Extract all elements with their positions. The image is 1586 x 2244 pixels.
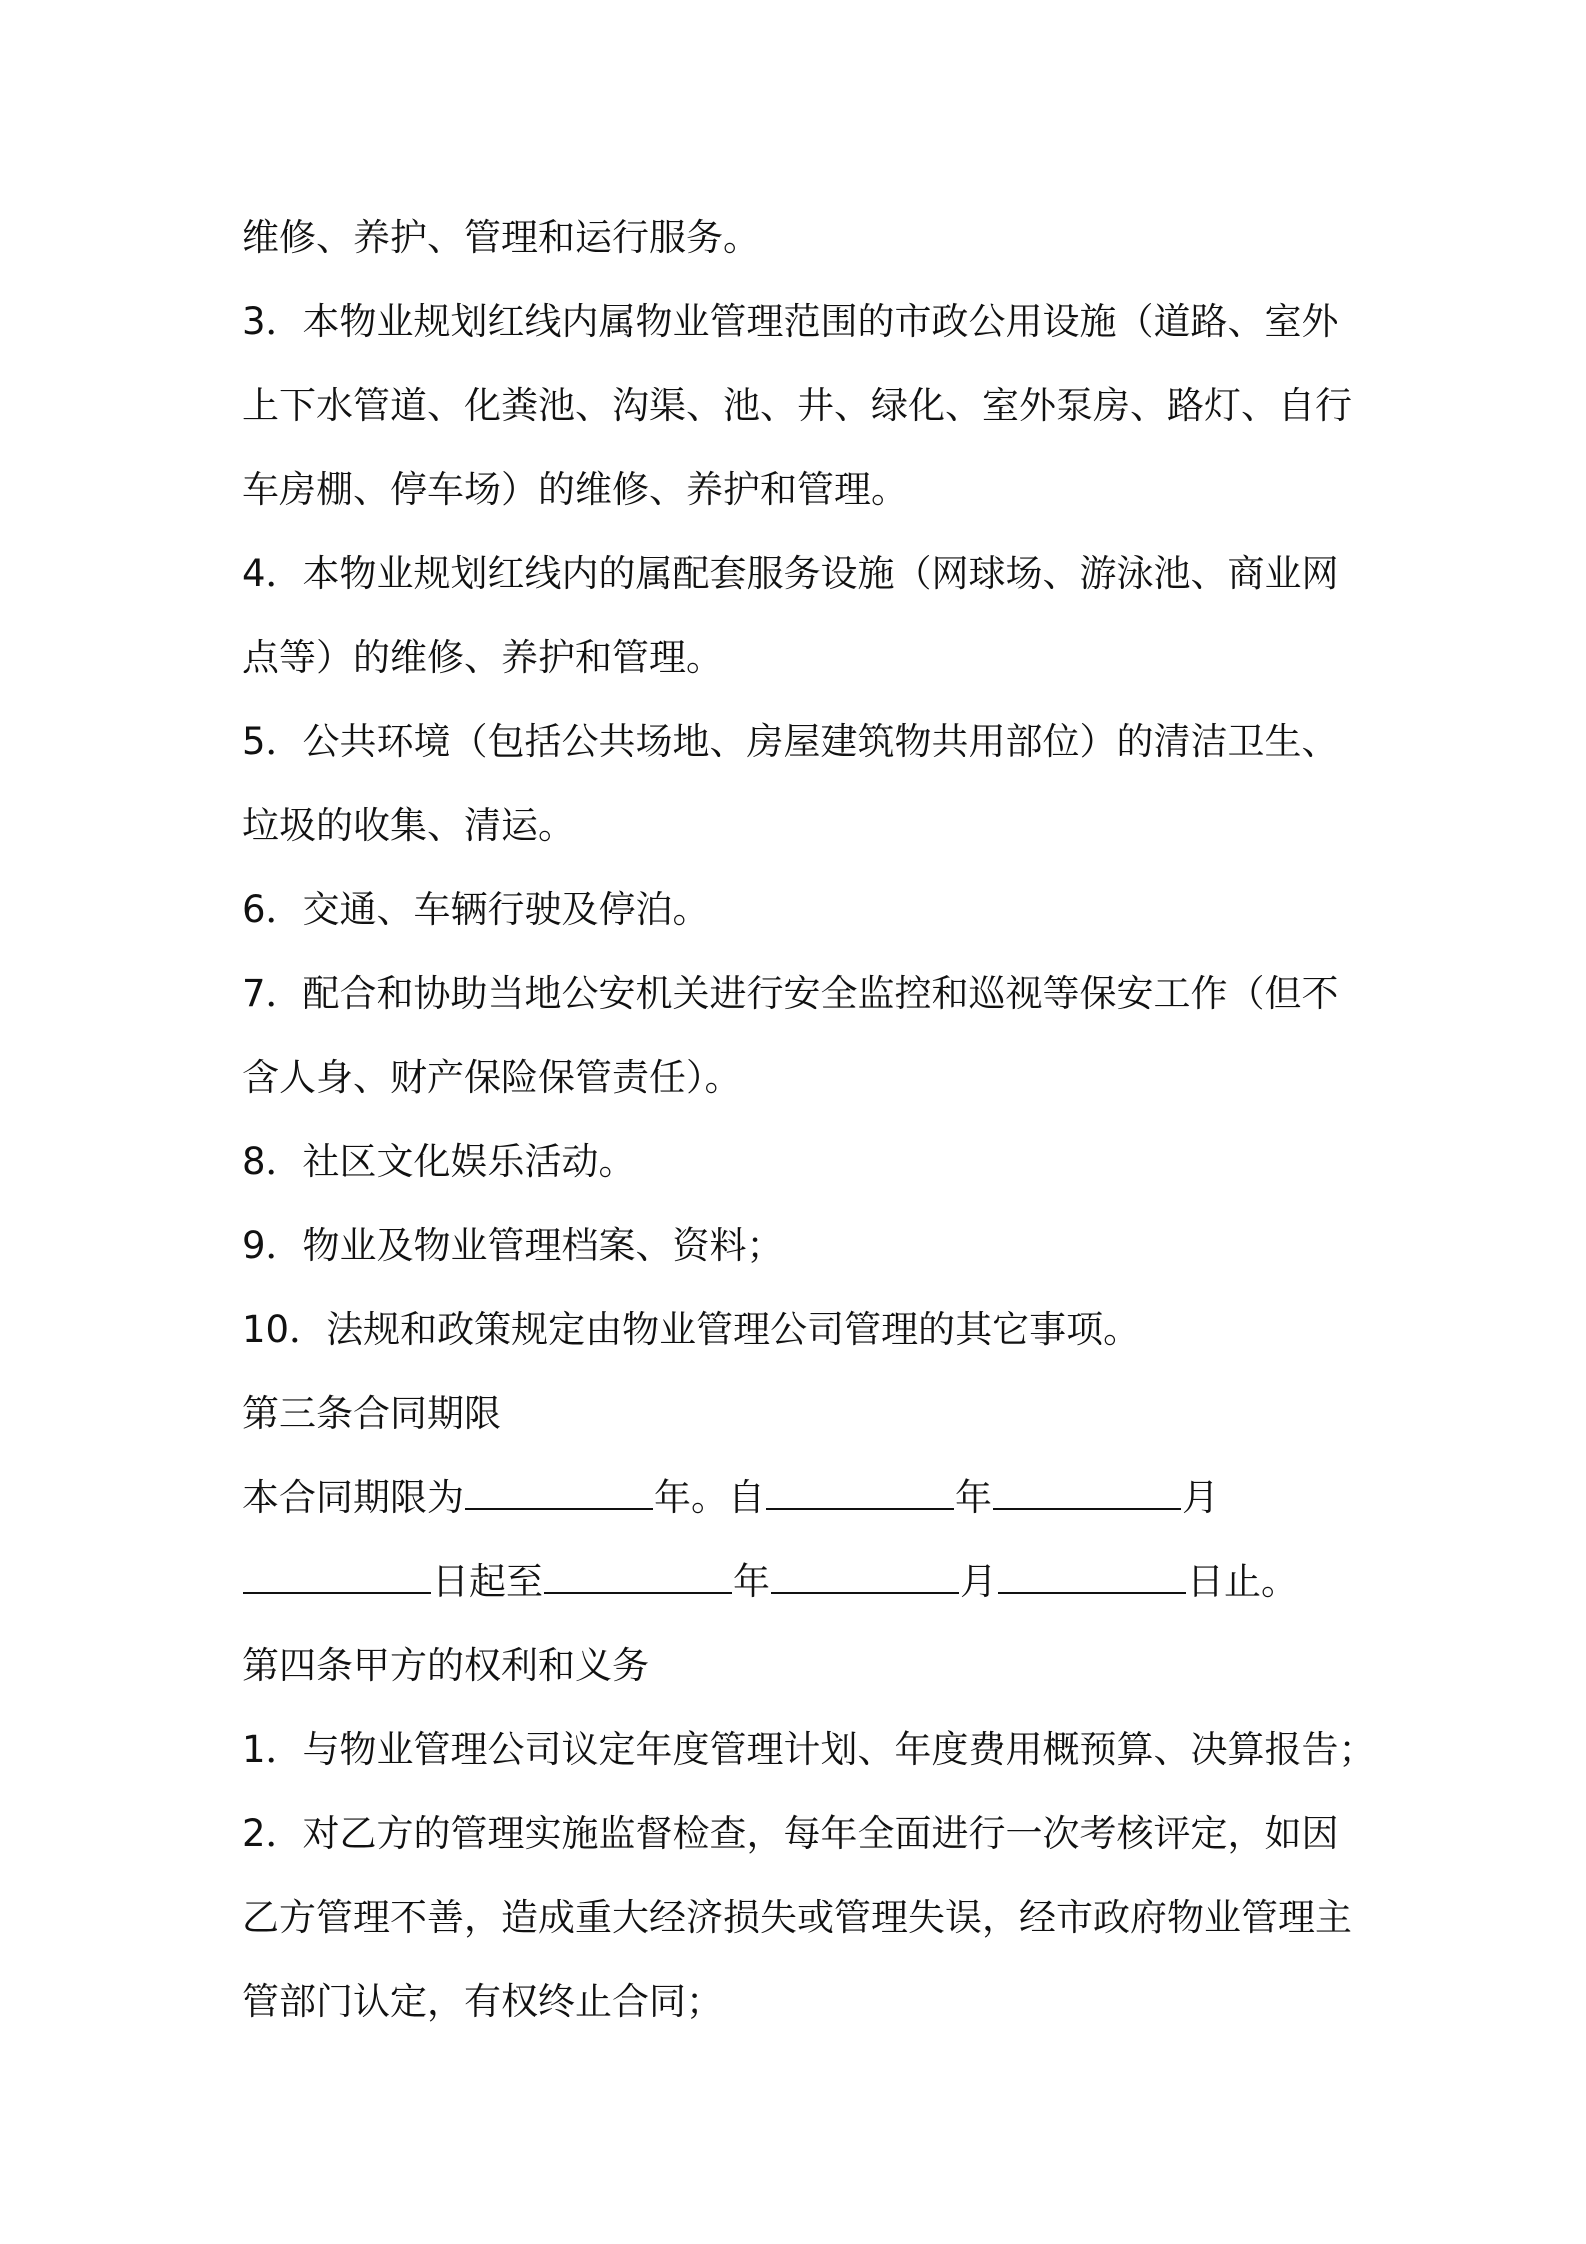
term-text: 月 xyxy=(960,1560,997,1603)
text-line: 3．本物业规划红线内属物业管理范围的市政公用设施（道路、室外 xyxy=(242,300,1339,343)
text-line: 点等）的维修、养护和管理。 xyxy=(242,636,723,679)
term-text: 年。自 xyxy=(654,1476,765,1519)
text-line: 6．交通、车辆行驶及停泊。 xyxy=(242,888,710,931)
term-text: 日起至 xyxy=(432,1560,543,1603)
text-line: 10．法规和政策规定由物业管理公司管理的其它事项。 xyxy=(242,1308,1141,1351)
section-heading: 第四条甲方的权利和义务 xyxy=(242,1644,649,1687)
term-text: 本合同期限为 xyxy=(242,1476,464,1519)
blank-field xyxy=(465,1478,653,1510)
text-line: 管部门认定，有权终止合同； xyxy=(242,1980,723,2023)
blank-field xyxy=(766,1478,954,1510)
contract-term-line-2 xyxy=(242,1540,1362,1624)
section-heading: 第三条合同期限 xyxy=(242,1392,501,1435)
text-line: 乙方管理不善，造成重大经济损失或管理失误，经市政府物业管理主 xyxy=(242,1896,1352,1939)
text-line: 垃圾的收集、清运。 xyxy=(242,804,575,847)
text-line: 8．社区文化娱乐活动。 xyxy=(242,1140,636,1183)
blank-field xyxy=(771,1562,959,1594)
blank-field xyxy=(998,1562,1186,1594)
term-text: 年 xyxy=(733,1560,770,1603)
text-line: 4．本物业规划红线内的属配套服务设施（网球场、游泳池、商业网 xyxy=(242,552,1339,595)
text-line: 2．对乙方的管理实施监督检查，每年全面进行一次考核评定，如因 xyxy=(242,1812,1339,1855)
text-line: 维修、养护、管理和运行服务。 xyxy=(242,216,760,259)
blank-field xyxy=(993,1478,1181,1510)
term-text: 年 xyxy=(955,1476,992,1519)
text-line: 1．与物业管理公司议定年度管理计划、年度费用概预算、决算报告； xyxy=(242,1728,1376,1771)
text-line: 上下水管道、化粪池、沟渠、池、井、绿化、室外泵房、路灯、自行 xyxy=(242,384,1352,427)
contract-term-line-1 xyxy=(242,1456,1362,1540)
text-line: 车房棚、停车场）的维修、养护和管理。 xyxy=(242,468,908,511)
blank-field xyxy=(544,1562,732,1594)
term-text: 月 xyxy=(1182,1476,1219,1519)
text-line: 含人身、财产保险保管责任）。 xyxy=(242,1056,742,1099)
document-body xyxy=(242,196,1376,2044)
text-line: 7．配合和协助当地公安机关进行安全监控和巡视等保安工作（但不 xyxy=(242,972,1339,1015)
blank-field xyxy=(243,1562,431,1594)
text-line: 9．物业及物业管理档案、资料； xyxy=(242,1224,784,1267)
text-line: 5．公共环境（包括公共场地、房屋建筑物共用部位）的清洁卫生、 xyxy=(242,720,1339,763)
term-text: 日止。 xyxy=(1187,1560,1298,1603)
